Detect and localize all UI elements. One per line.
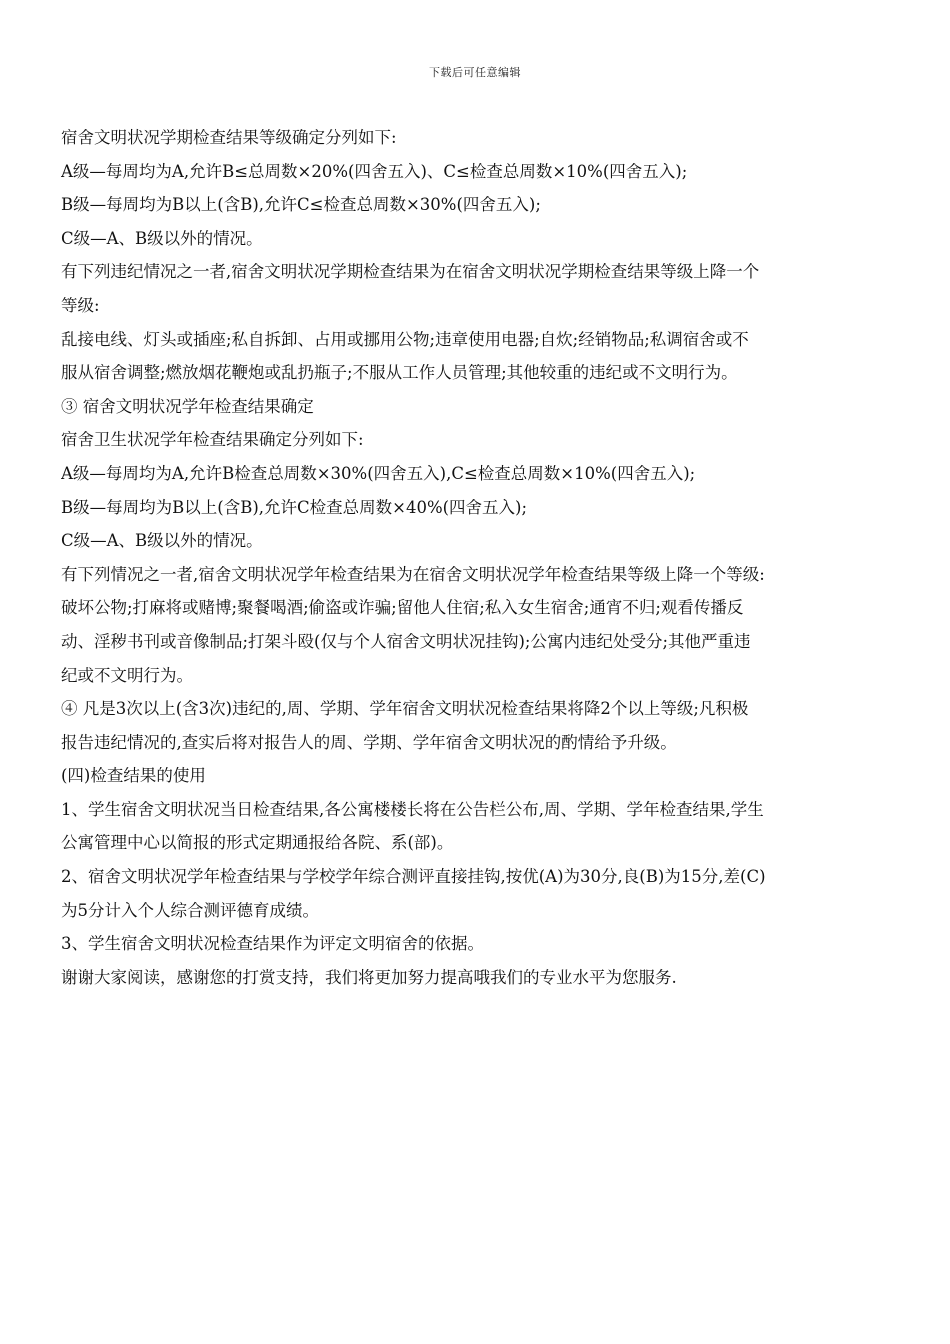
text-line: B级—每周均为B以上(含B),允许C检查总周数×40%(四舍五入); <box>61 497 528 517</box>
text-line: 服从宿舍调整;燃放烟花鞭炮或乱扔瓶子;不服从工作人员管理;其他较重的违纪或不文明行为。 <box>61 363 738 383</box>
text-line: B级—每周均为B以上(含B),允许C≤检查总周数×30%(四舍五入); <box>61 195 541 215</box>
text-line: 1、学生宿舍文明状况当日检查结果,各公寓楼楼长将在公告栏公布,周、学期、学年检查结果,学生 <box>61 799 764 819</box>
text-line: 宿舍文明状况学期检查结果等级确定分列如下: <box>61 128 397 147</box>
text-line: 有下列违纪情况之一者,宿舍文明状况学期检查结果为在宿舍文明状况学期检查结果等级上降一个 <box>61 262 760 282</box>
text-line: 动、淫秽书刊或音像制品;打架斗殴(仅与个人宿舍文明状况挂钩);公寓内违纪处受分;其他严重违 <box>61 631 751 651</box>
text-line: 破坏公物;打麻将或赌博;聚餐喝酒;偷盗或诈骗;留他人住宿;私入女生宿舍;通宵不归;观看传播反 <box>61 598 744 618</box>
document-body <box>61 121 891 994</box>
page-header: 下载后可任意编辑 <box>429 66 521 79</box>
text-line: A级—每周均为A,允许B≤总周数×20%(四舍五入)、C≤检查总周数×10%(四舍五入); <box>61 161 688 181</box>
text-line: 为5分计入个人综合测评德育成绩。 <box>61 900 319 920</box>
text-line: 报告违纪情况的,查实后将对报告人的周、学期、学年宿舍文明状况的酌情给予升级。 <box>61 732 677 752</box>
text-line: ④ 凡是3次以上(含3次)违纪的,周、学期、学年宿舍文明状况检查结果将降2个以上等级;凡积极 <box>61 699 749 719</box>
text-line: 公寓管理中心以简报的形式定期通报给各院、系(部)。 <box>61 833 454 853</box>
text-line: C级—A、B级以外的情况。 <box>61 228 263 248</box>
text-line: 等级: <box>61 295 100 315</box>
text-line: C级—A、B级以外的情况。 <box>61 531 263 551</box>
text-line: 纪或不文明行为。 <box>61 665 193 685</box>
section-heading: (四)检查结果的使用 <box>61 766 206 786</box>
text-line: 3、学生宿舍文明状况检查结果作为评定文明宿舍的依据。 <box>61 934 484 954</box>
text-line: 宿舍卫生状况学年检查结果确定分列如下: <box>61 430 364 450</box>
text-line: 有下列情况之一者,宿舍文明状况学年检查结果为在宿舍文明状况学年检查结果等级上降一个等级: <box>61 564 765 584</box>
closing-line: 谢谢大家阅读，感谢您的打赏支持，我们将更加努力提高哦我们的专业水平为您服务. <box>61 967 677 987</box>
text-line: 乱接电线、灯头或插座;私自拆卸、占用或挪用公物;违章使用电器;自炊;经销物品;私调宿舍或不 <box>61 329 749 349</box>
text-line: A级—每周均为A,允许B检查总周数×30%(四舍五入),C≤检查总周数×10%(四舍五入); <box>61 463 696 483</box>
section-heading: ③ 宿舍文明状况学年检查结果确定 <box>61 396 314 416</box>
text-line: 2、宿舍文明状况学年检查结果与学校学年综合测评直接挂钩,按优(A)为30分,良(B)为15分,差(C) <box>61 867 766 887</box>
